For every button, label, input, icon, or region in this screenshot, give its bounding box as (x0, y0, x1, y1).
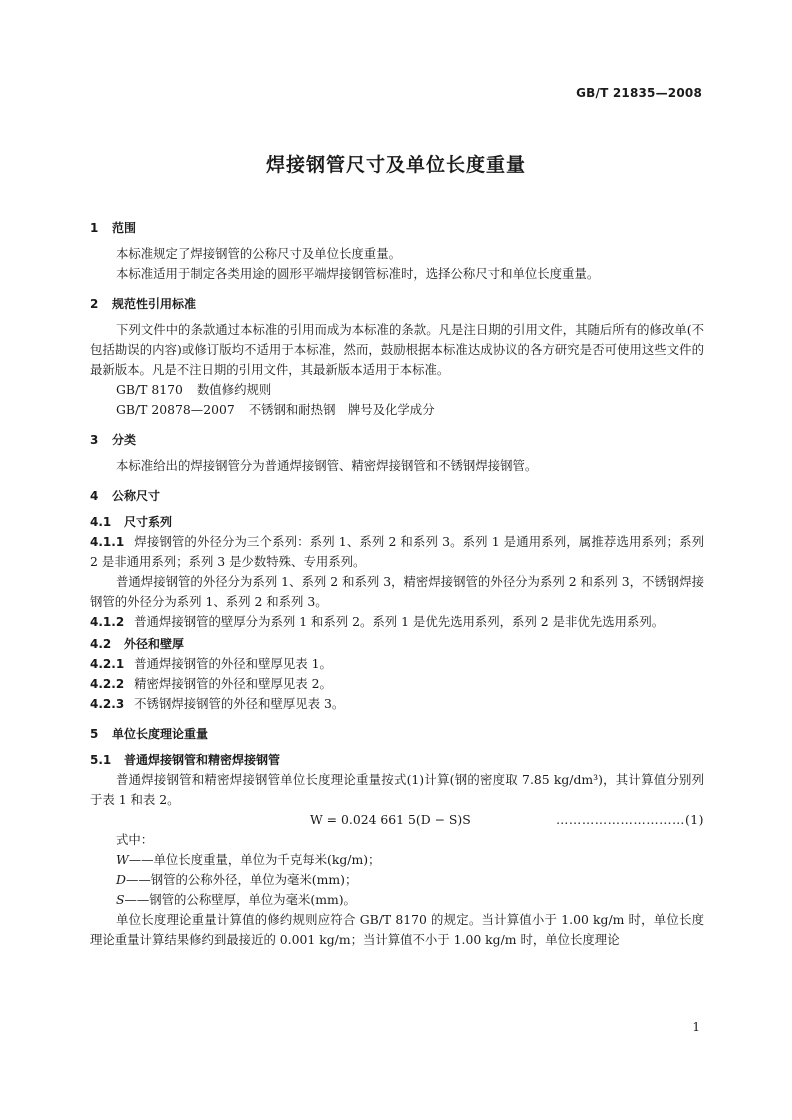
section-heading-4: 4 公称尺寸 (90, 489, 161, 503)
definition-w: W——单位长度重量，单位为千克每米(kg/m)； (116, 852, 381, 867)
section-heading-5: 5 单位长度理论重量 (90, 727, 209, 741)
subsection-heading-5-1: 5.1 普通焊接钢管和精密焊接钢管 (90, 753, 281, 767)
clause-4-2-1: 4.2.1 普通焊接钢管的外径和壁厚见表 1。 (90, 656, 332, 671)
section-heading-2: 2 规范性引用标准 (90, 297, 197, 311)
formula-1 (90, 810, 704, 830)
paragraph: 本标准适用于制定各类用途的圆形平端焊接钢管标准时，选择公称尺寸和单位长度重量。 (116, 266, 600, 281)
section-heading-3: 3 分类 (90, 433, 137, 447)
clause-4-2-3: 4.2.3 不锈钢焊接钢管的外径和壁厚见表 3。 (90, 696, 345, 711)
reference-item: GB/T 20878—2007 不锈钢和耐热钢 牌号及化学成分 (116, 402, 435, 417)
subsection-heading-4-2: 4.2 外径和壁厚 (90, 637, 185, 651)
document-title: 焊接钢管尺寸及单位长度重量 (265, 154, 526, 176)
document-code: GB/T 21835—2008 (576, 86, 702, 100)
section-heading-1: 1 范围 (90, 221, 137, 235)
paragraph: 下列文件中的条款通过本标准的引用而成为本标准的条款。凡是注日期的引用文件，其随后所有的修改单(不包括勘误的内容)或修订版均不适用于本标准，然而，鼓励根据本标准达成协议的各方研究是否可使用这些文件的最新版本。凡是不注日期的引用文件，其最新版本适用于本标准。 (90, 322, 704, 377)
paragraph: 普通焊接钢管的外径分为系列 1、系列 2 和系列 3，精密焊接钢管的外径分为系列 2 和系列 3，不锈钢焊接钢管的外径分为系列 1、系列 2 和系列 3。 (90, 574, 704, 609)
document-body (90, 212, 704, 950)
clause-4-2-2: 4.2.2 精密焊接钢管的外径和壁厚见表 2。 (90, 676, 332, 691)
paragraph: 普通焊接钢管和精密焊接钢管单位长度理论重量按式(1)计算(钢的密度取 7.85 kg/dm³)，其计算值分别列于表 1 和表 2。 (90, 772, 704, 807)
subsection-heading-4-1: 4.1 尺寸系列 (90, 515, 173, 529)
paragraph: 本标准规定了焊接钢管的公称尺寸及单位长度重量。 (116, 246, 401, 261)
page-number: 1 (692, 1020, 700, 1034)
reference-item: GB/T 8170 数值修约规则 (116, 382, 272, 397)
paragraph: 单位长度理论重量计算值的修约规则应符合 GB/T 8170 的规定。当计算值小于 1.00 kg/m 时，单位长度理论重量计算结果修约到最接近的 0.001 kg/m；当计算值不小于 1.00 kg/m 时，单位长度理论 (90, 912, 704, 947)
definition-s: S——钢管的公称壁厚，单位为毫米(mm)。 (116, 892, 356, 907)
clause-4-1-1: 4.1.1 焊接钢管的外径分为三个系列：系列 1、系列 2 和系列 3。系列 1 是通用系列，属推荐选用系列；系列 2 是非通用系列；系列 3 是少数特殊、专用系列。 (90, 534, 704, 569)
formula-number: …………………………(1) (556, 812, 704, 827)
paragraph: 本标准给出的焊接钢管分为普通焊接钢管、精密焊接钢管和不锈钢焊接钢管。 (116, 458, 538, 473)
where-label: 式中： (116, 832, 154, 847)
definition-d: D——钢管的公称外径，单位为毫米(mm)； (116, 872, 358, 887)
clause-4-1-2: 4.1.2 普通焊接钢管的壁厚分为系列 1 和系列 2。系列 1 是优先选用系列，系列 2 是非优先选用系列。 (90, 614, 665, 629)
formula-expression: W = 0.024 661 5(D − S)S (310, 812, 471, 827)
